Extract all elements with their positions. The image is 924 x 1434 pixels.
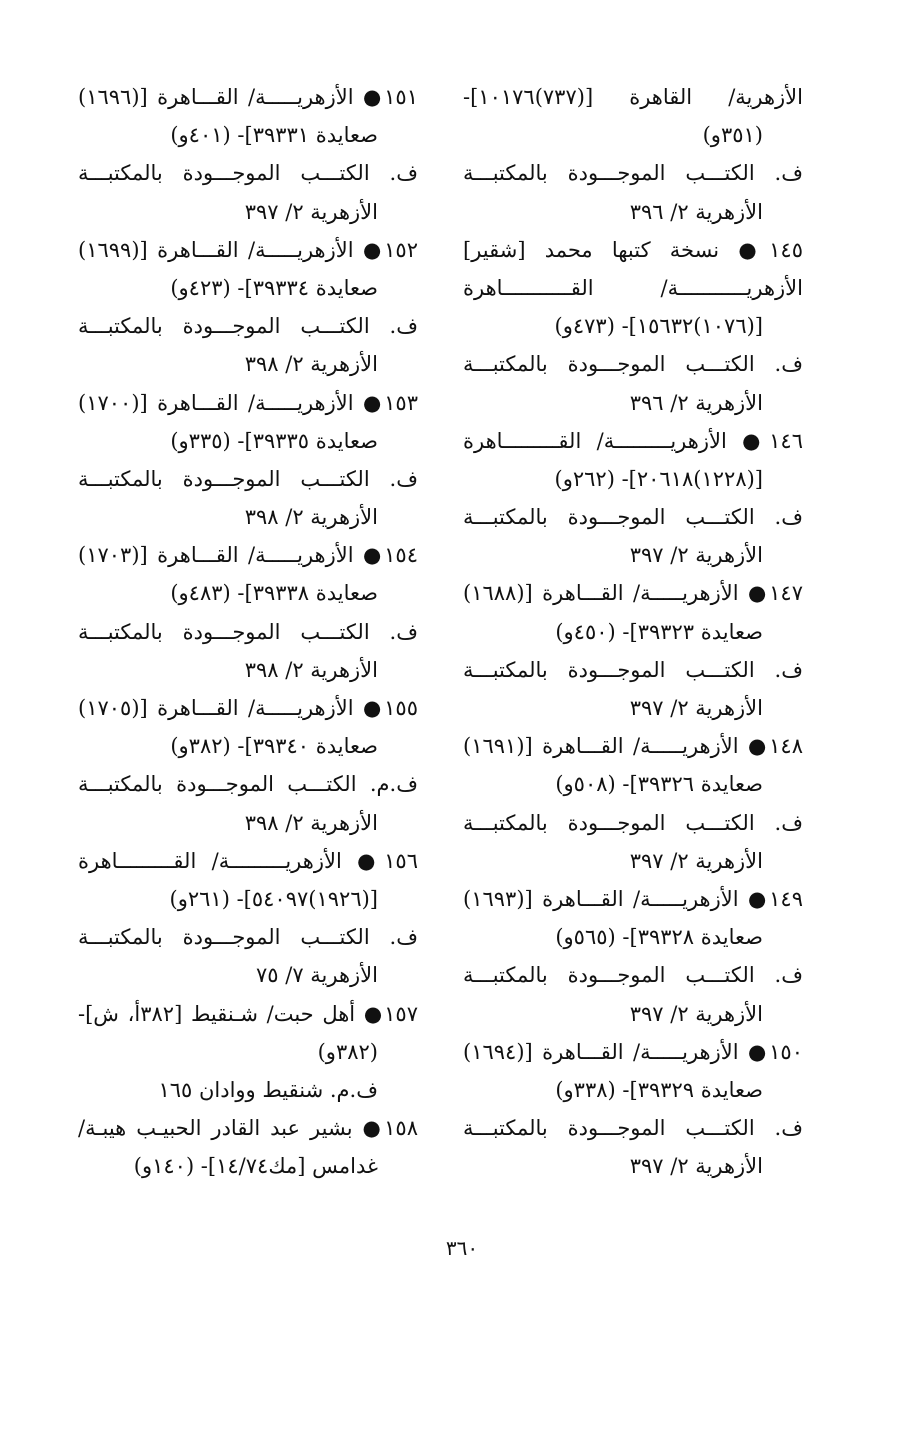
text-line: [(١٢٢٨)٢٠٦١٨]- (٢٦٢و) (554, 466, 763, 491)
text-line: صعايدة ٣٩٣٢٣]- (٤٥٠و) (555, 619, 763, 644)
text-line: غدامس [مك١٤/٧٤]- (١٤٠و) (133, 1154, 378, 1179)
entry-line: ١٤٦● الأزهريـــــــــة/ القـــــــــاهرة (463, 428, 803, 453)
text-line: (٣٥١و) (702, 123, 763, 148)
entry-line: ١٤٧● الأزهريـــــة/ القـــاهرة [(١٦٨٨) (463, 581, 803, 606)
entry-line: ١٥٤● الأزهريـــــة/ القـــاهرة [(١٧٠٣) (78, 543, 418, 568)
text-line: الأزهرية ٢/ ٣٩٧ (244, 199, 378, 224)
text-line: (٣٨٢و) (317, 1039, 378, 1064)
entry-line: ١٥٠● الأزهريـــــة/ القـــاهرة [(١٦٩٤) (463, 1039, 803, 1064)
entry-line: ١٥١● الأزهريـــــة/ القـــاهرة [(١٦٩٦) (78, 85, 418, 109)
text-line: ف. الكتـــب الموجـــودة بالمكتبـــة (78, 466, 418, 491)
text-line: الأزهرية ٢/ ٣٩٨ (244, 810, 378, 835)
text-line: الأزهرية ٢/ ٣٩٧ (629, 696, 763, 720)
text-line: ف.م. الكتـــب الموجـــودة بالمكتبـــة (78, 772, 418, 797)
text-line: ف. الكتـــب الموجـــودة بالمكتبـــة (463, 352, 803, 377)
text-line: ف.م. شنقيط ووادان ١٦٥ (158, 1077, 378, 1102)
text-line: ف. الكتـــب الموجـــودة بالمكتبـــة (78, 619, 418, 644)
entry-line: ١٥٣● الأزهريـــــة/ القـــاهرة [(١٧٠٠) (78, 390, 418, 415)
text-line: ف. الكتـــب الموجـــودة بالمكتبـــة (463, 1116, 803, 1141)
text-line: ف. الكتـــب الموجـــودة بالمكتبـــة (463, 161, 803, 186)
entry-line: ١٤٨● الأزهريـــــة/ القـــاهرة [(١٦٩١) (463, 734, 803, 759)
entry-line: ١٥٦● الأزهريـــــــــة/ القـــــــــاهرة (78, 848, 418, 873)
entry-line: ١٥٨● بشير عبد القادر الحبيـب هيبـة/ (78, 1116, 418, 1141)
text-line: الأزهرية ٢/ ٣٩٨ (244, 657, 378, 682)
text-line: صعايدة ٣٩٣٢٩]- (٣٣٨و) (555, 1077, 763, 1102)
text-line: صعايدة ٣٩٣٢٨]- (٥٦٥و) (555, 925, 763, 950)
text-line: الأزهرية ٢/ ٣٩٦ (629, 390, 763, 415)
text-line: الأزهرية ٢/ ٣٩٧ (629, 1154, 763, 1179)
text-line: ف. الكتـــب الموجـــودة بالمكتبـــة (463, 657, 803, 682)
text-line: الأزهريـــــــــــة/ القـــــــــــاهرة (463, 275, 803, 300)
left-column (78, 78, 418, 1185)
entry-line: ١٤٩● الأزهريـــــة/ القـــاهرة [(١٦٩٣) (463, 886, 803, 911)
text-line: الأزهرية ٢/ ٣٩٧ (629, 1001, 763, 1026)
text-line: الأزهرية ٢/ ٣٩٧ (629, 543, 763, 568)
text-line: ف. الكتـــب الموجـــودة بالمكتبـــة (463, 505, 803, 530)
text-line: ف. الكتـــب الموجـــودة بالمكتبـــة (463, 963, 803, 988)
text-line: [(١٠٧٦)١٥٦٣٢]- (٤٧٣و) (554, 314, 763, 339)
entry-line: ١٥٢● الأزهريـــــة/ القـــاهرة [(١٦٩٩) (78, 237, 418, 262)
entry-line: ١٥٥● الأزهريـــــة/ القـــاهرة [(١٧٠٥) (78, 696, 418, 720)
text-line: الأزهرية ٧/ ٧٥ (255, 963, 378, 988)
page-number: ٣٦٠ (445, 1236, 479, 1260)
text-line: الأزهرية ٢/ ٣٩٧ (629, 848, 763, 873)
text-line: ف. الكتـــب الموجـــودة بالمكتبـــة (463, 810, 803, 835)
text-line: صعايدة ٣٩٣٣٥]- (٣٣٥و) (170, 428, 378, 453)
entry-line: ١٤٥● نسخة كتبها محمد [شقير] (463, 237, 803, 262)
text-line: الأزهرية ٢/ ٣٩٦ (629, 199, 763, 224)
text-line: ف. الكتـــب الموجـــودة بالمكتبـــة (78, 925, 418, 950)
text-line: صعايدة ٣٩٣٣١]- (٤٠١و) (170, 123, 378, 148)
text-line: [(١٩٢٦)٥٤٠٩٧]- (٢٦١و) (169, 886, 378, 911)
text-line: ف. الكتـــب الموجـــودة بالمكتبـــة (78, 314, 418, 339)
text-line: الأزهرية ٢/ ٣٩٨ (244, 505, 378, 530)
right-column (463, 78, 803, 1185)
text-line: صعايدة ٣٩٣٢٦]- (٥٠٨و) (555, 772, 763, 797)
text-line: صعايدة ٣٩٣٤٠]- (٣٨٢و) (170, 734, 378, 759)
text-line: الأزهرية/ القاهرة [(٧٣٧)١٠١٧٦]- (463, 85, 803, 109)
text-line: ف. الكتـــب الموجـــودة بالمكتبـــة (78, 161, 418, 186)
text-line: صعايدة ٣٩٣٣٤]- (٤٢٣و) (170, 275, 378, 300)
text-line: الأزهرية ٢/ ٣٩٨ (244, 352, 378, 377)
text-line: صعايدة ٣٩٣٣٨]- (٤٨٣و) (170, 581, 378, 606)
entry-line: ١٥٧● أهل حبت/ شـنقيط [٣٨٢أ، ش]- (78, 1001, 418, 1026)
